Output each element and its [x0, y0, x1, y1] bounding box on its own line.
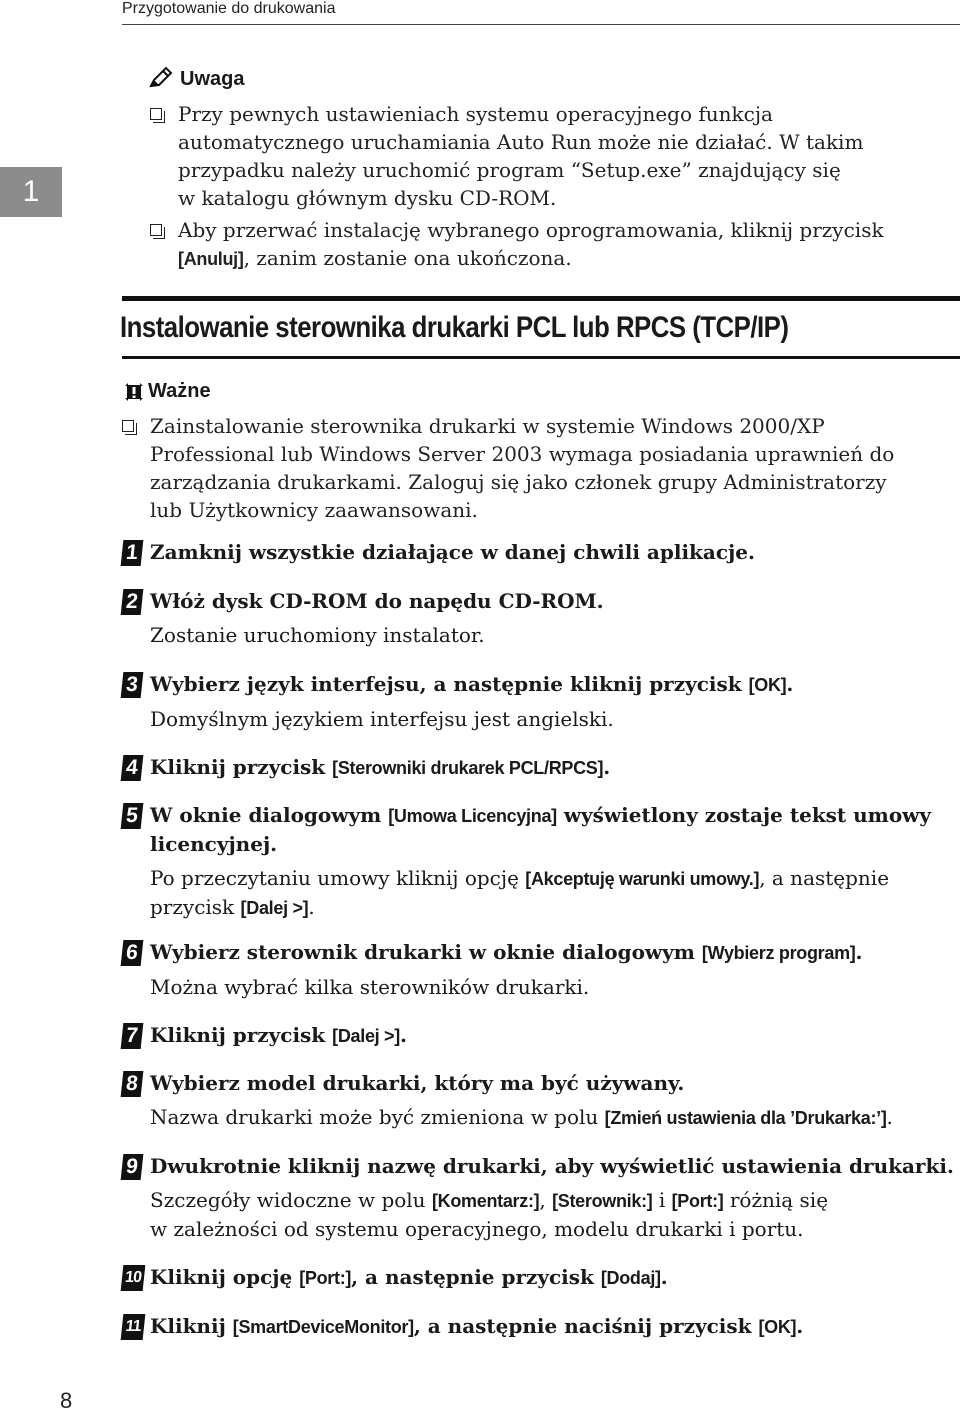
step-3	[122, 670, 960, 733]
important-line-2: Professional lub Windows Server 2003 wymaga posiadania uprawnień do	[150, 442, 895, 466]
step-10	[122, 1263, 960, 1292]
change-settings-field-ref: [Zmień ustawienia dla ’Drukarka:’]	[604, 1108, 887, 1128]
port-field-ref: [Port:]	[671, 1191, 724, 1211]
note-heading	[150, 68, 244, 91]
note-item-2-line-1: Aby przerwać instalację wybranego oprogramowania, kliknij przycisk	[178, 218, 884, 242]
pencil-icon	[148, 66, 174, 90]
step-1	[122, 538, 960, 566]
step-title: Kliknij opcję [Port:], a następnie przycisk [Dodaj].	[150, 1265, 668, 1289]
step-detail: Zostanie uruchomiony instalator.	[150, 623, 485, 647]
step-5	[122, 801, 960, 922]
important-heading-label: Ważne	[148, 380, 211, 402]
step-title: Kliknij przycisk [Dalej >].	[150, 1023, 407, 1047]
step-number: 8	[121, 1071, 144, 1097]
important-icon	[122, 380, 146, 404]
step-4	[122, 753, 960, 782]
note-heading-label: Uwaga	[180, 68, 245, 90]
select-program-dialog-ref: [Wybierz program]	[701, 943, 856, 963]
important-heading	[122, 380, 211, 403]
step-2	[122, 587, 960, 649]
important-line-1: Zainstalowanie sterownika drukarki w systemie Windows 2000/XP	[150, 414, 825, 438]
step-title: Zamknij wszystkie działające w danej chwili aplikacje.	[150, 540, 755, 564]
checkbox-bullet-icon	[122, 420, 134, 432]
step-detail: Nazwa drukarki może być zmieniona w polu [Zmień ustawienia dla ’Drukarka:’].	[150, 1105, 893, 1129]
step-number: 4	[121, 755, 144, 781]
ok-button-ref: [OK]	[748, 675, 787, 695]
step-number: 7	[121, 1023, 144, 1049]
important-line-4: lub Użytkownicy zaawansowani.	[150, 498, 478, 522]
section-rule-top	[122, 296, 960, 301]
next-button-ref: [Dalej >]	[332, 1026, 400, 1046]
step-8	[122, 1069, 960, 1132]
port-option-ref: [Port:]	[299, 1268, 352, 1288]
note-item-2	[150, 216, 950, 273]
step-9	[122, 1152, 960, 1243]
license-dialog-ref: [Umowa Licencyjna]	[388, 806, 557, 826]
important-item	[122, 412, 952, 524]
next-button-ref: [Dalej >]	[240, 898, 309, 918]
step-detail: Po przeczytaniu umowy kliknij opcję [Akceptuję warunki umowy.], a następnie przycisk [Dalej >].	[150, 866, 890, 919]
step-6	[122, 938, 960, 1001]
step-7	[122, 1021, 960, 1050]
note-item-1-line-3: przypadku należy uruchomić program “Setup.exe” znajdujący się	[178, 158, 841, 182]
step-title: Wybierz język interfejsu, a następnie kliknij przycisk [OK].	[150, 672, 794, 696]
ok-button-ref: [OK]	[758, 1317, 797, 1337]
step-number: 9	[121, 1154, 144, 1180]
step-title: Dwukrotnie kliknij nazwę drukarki, aby wyświetlić ustawienia drukarki.	[150, 1154, 954, 1178]
step-title: Kliknij przycisk [Sterowniki drukarek PCL/RPCS].	[150, 755, 611, 779]
checkbox-bullet-icon	[150, 224, 162, 236]
comment-field-ref: [Komentarz:]	[431, 1191, 540, 1211]
checkbox-bullet-icon	[150, 108, 162, 120]
note-item-1	[150, 100, 940, 212]
step-title: Włóż dysk CD-ROM do napędu CD-ROM.	[150, 589, 604, 613]
step-detail: Domyślnym językiem interfejsu jest angielski.	[150, 707, 614, 731]
chapter-tab: 1	[0, 167, 62, 217]
driver-field-ref: [Sterownik:]	[552, 1191, 653, 1211]
step-title: W oknie dialogowym [Umowa Licencyjna] wyświetlony zostaje tekst umowy licencyjnej.	[150, 803, 932, 856]
add-button-ref: [Dodaj]	[600, 1268, 661, 1288]
note-item-1-line-1: Przy pewnych ustawieniach systemu operacyjnego funkcja	[178, 102, 773, 126]
printer-drivers-button-ref: [Sterowniki drukarek PCL/RPCS]	[332, 758, 604, 778]
smartdevicemonitor-ref: [SmartDeviceMonitor]	[232, 1317, 414, 1337]
step-title: Wybierz sterownik drukarki w oknie dialogowym [Wybierz program].	[150, 940, 863, 964]
accept-option-ref: [Akceptuję warunki umowy.]	[525, 869, 760, 889]
step-number: 11	[121, 1314, 146, 1340]
page-number: 8	[60, 1388, 73, 1413]
step-number: 6	[121, 940, 144, 966]
section-rule-bottom	[122, 356, 960, 359]
note-item-1-line-4: w katalogu głównym dysku CD-ROM.	[178, 186, 557, 210]
note-item-1-line-2: automatycznego uruchamiania Auto Run może nie działać. W takim	[178, 130, 864, 154]
step-number: 2	[121, 589, 144, 615]
step-number: 10	[121, 1265, 146, 1291]
running-header	[122, 0, 960, 25]
running-header-title: Przygotowanie do drukowania	[122, 0, 336, 17]
step-title: Kliknij [SmartDeviceMonitor], a następnie naciśnij przycisk [OK].	[150, 1314, 804, 1338]
step-detail: Szczegóły widoczne w polu [Komentarz:], [Sterownik:] i [Port:] różnią się w zależności od systemu operacyjnego, modelu drukarki i portu.	[150, 1188, 829, 1241]
section-title: Instalowanie sterownika drukarki PCL lub RPCS (TCP/IP)	[120, 311, 789, 344]
step-number: 5	[121, 803, 144, 829]
note-item-2-line-2: [Anuluj], zanim zostanie ona ukończona.	[178, 246, 572, 270]
step-11	[122, 1312, 960, 1341]
step-number: 1	[121, 540, 144, 566]
step-title: Wybierz model drukarki, który ma być używany.	[150, 1071, 685, 1095]
cancel-button-ref: [Anuluj]	[178, 249, 244, 269]
step-number: 3	[121, 672, 144, 698]
step-detail: Można wybrać kilka sterowników drukarki.	[150, 975, 590, 999]
important-line-3: zarządzania drukarkami. Zaloguj się jako członek grupy Administratorzy	[150, 470, 887, 494]
